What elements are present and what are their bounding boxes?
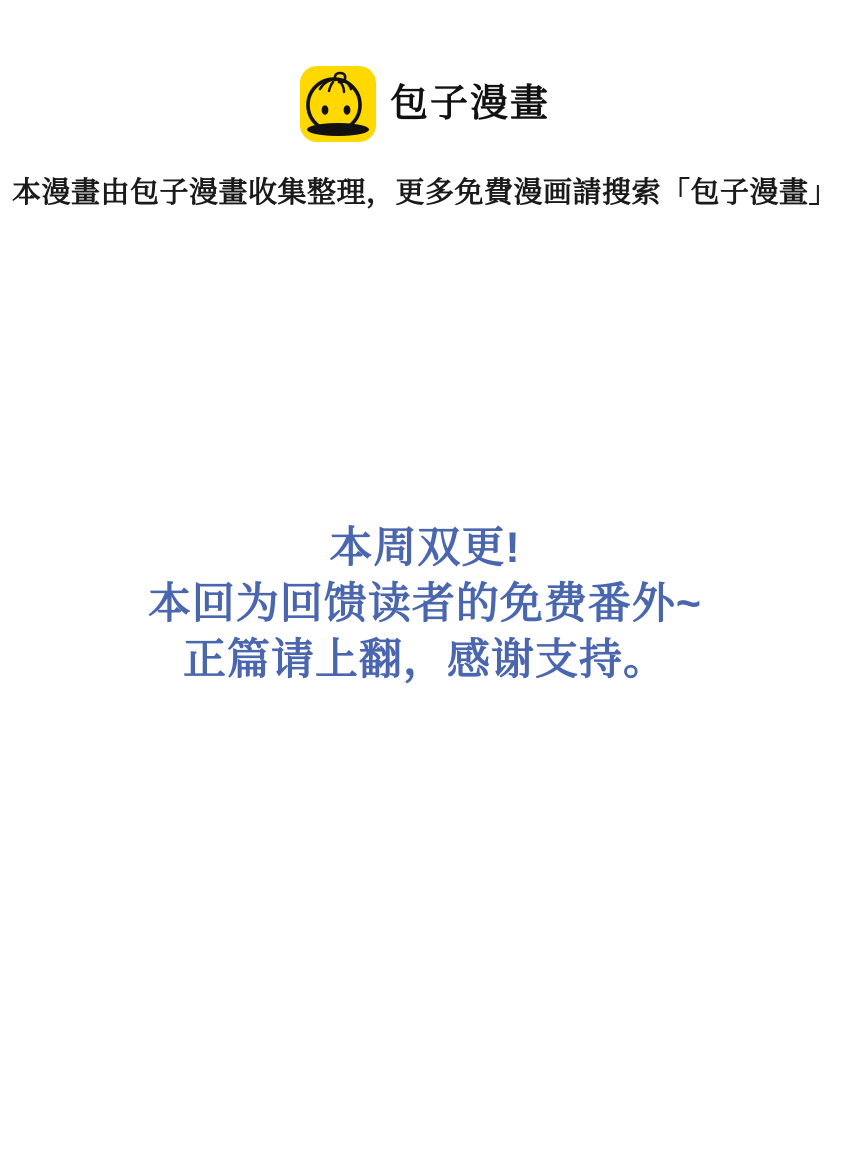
brand-wordmark: 包子漫畫 xyxy=(389,83,550,125)
announcement-line-2: 本回为回馈读者的免费番外~ xyxy=(147,580,703,628)
collection-notice: 本漫畫由包子漫畫收集整理，更多免費漫画請搜索「包子漫畫」 xyxy=(11,177,838,209)
announcement-line-3: 正篇请上翻，感谢支持。 xyxy=(183,636,667,684)
announcement-line-1: 本周双更! xyxy=(329,524,521,572)
brand-logo xyxy=(0,66,850,142)
baozi-bun-icon xyxy=(300,66,376,142)
announcement-block xyxy=(0,520,850,688)
